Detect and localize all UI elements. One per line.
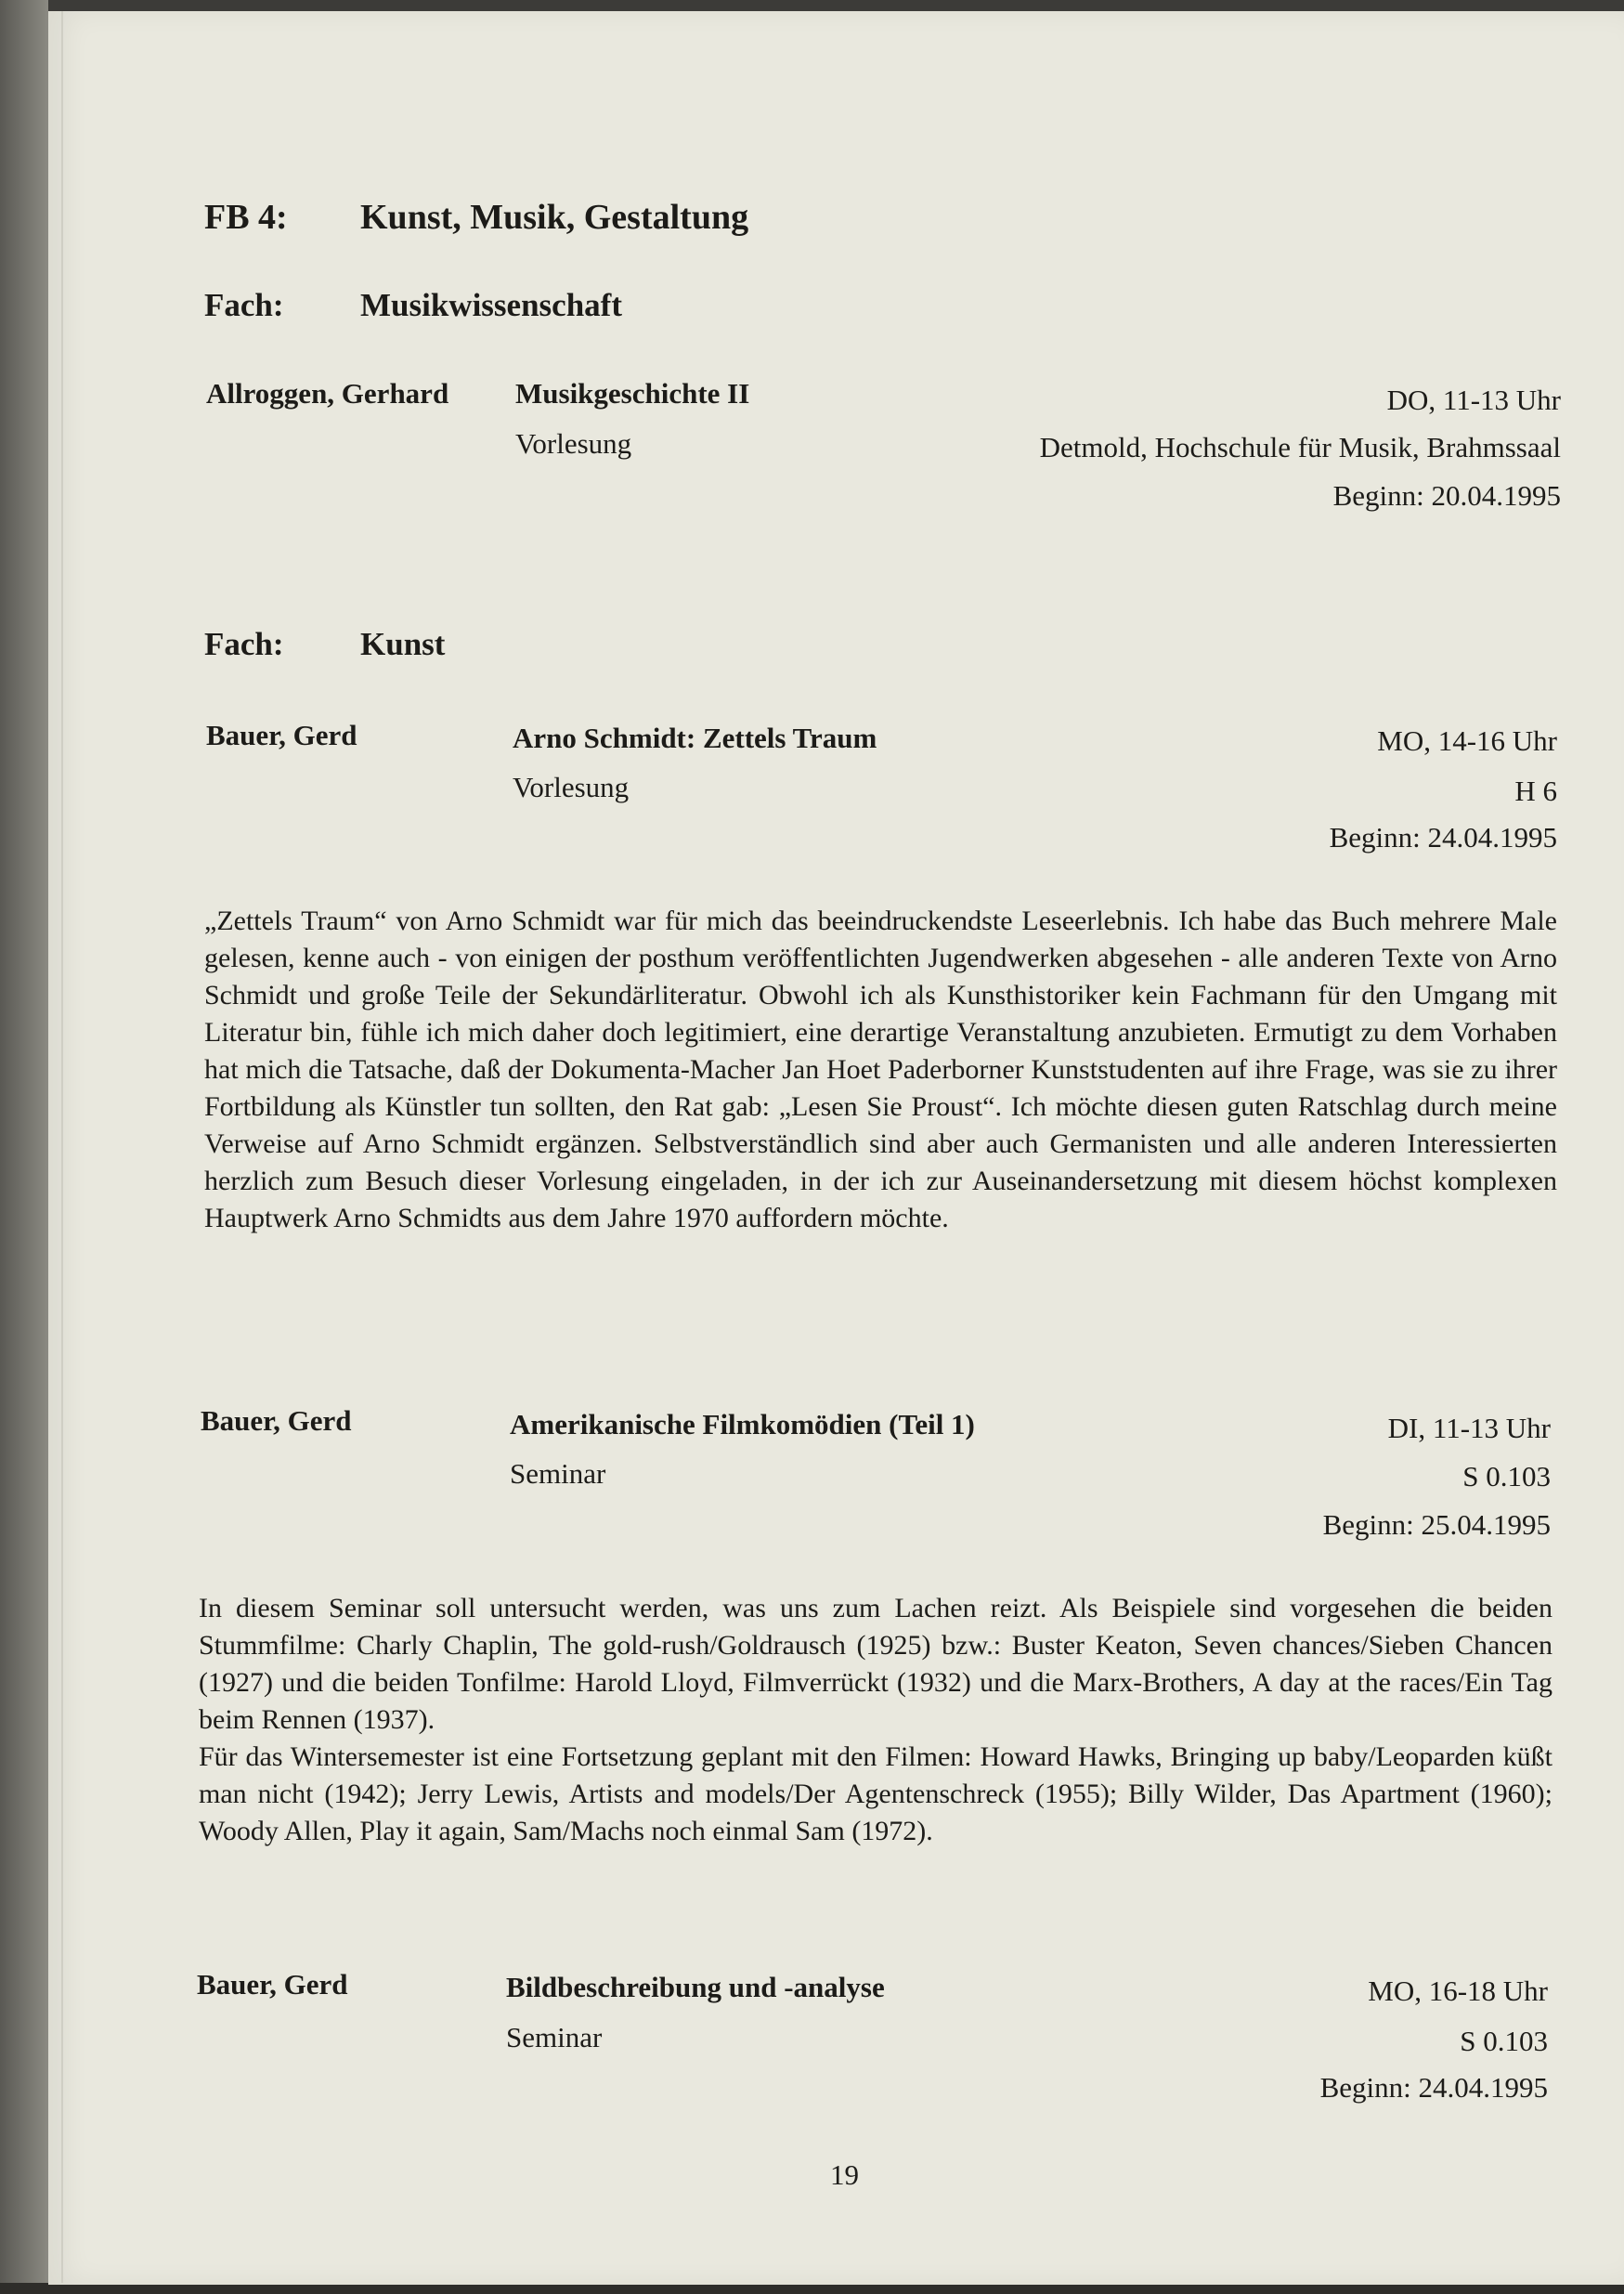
course-title: Bildbeschreibung und -analyse: [506, 1971, 885, 2003]
course-type: Seminar: [510, 1457, 606, 1490]
course-start: Beginn: 20.04.1995: [1332, 479, 1561, 512]
course-lecturer: Bauer, Gerd: [206, 719, 357, 751]
course-start: Beginn: 25.04.1995: [1322, 1508, 1551, 1541]
subject-label: Fach:: [204, 626, 284, 662]
course-time: DO, 11-13 Uhr: [1386, 384, 1561, 416]
scan-top-edge: [0, 0, 1624, 11]
page-number: 19: [830, 2158, 859, 2191]
course-lecturer: Bauer, Gerd: [201, 1404, 352, 1437]
binding-line: [61, 11, 63, 2283]
course-title: Arno Schmidt: Zettels Traum: [513, 722, 877, 754]
course-type: Vorlesung: [515, 427, 632, 460]
course-description: [204, 903, 1557, 1237]
description-paragraph: Für das Wintersemester ist eine Fortsetzung geplant mit den Filmen: Howard Hawks, Bringing up baby/Leoparden küßt man nicht (1942); Jerry Lewis, Artists and models/Der Agentenschreck (1955); Billy Wilder, Das Apartment (1960); Woody Allen, Play it again, Sam/Machs noch einmal Sam (1972).: [199, 1741, 1553, 1846]
course-type: Seminar: [506, 2021, 603, 2053]
description-paragraph: In diesem Seminar soll untersucht werden, was uns zum Lachen reizt. Als Beispiele sind vorgesehen die beiden Stummfilme: Charly Chaplin, The gold-rush/Goldrausch (1925) bzw.: Buster Keaton, Seven chances/Sieben Chancen (1927) und die beiden Tonfilme: Harold Lloyd, Filmverrückt (1932) und die Marx-Brothers, A day at the races/Ein Tag beim Rennen (1937).: [199, 1593, 1553, 1735]
course-start: Beginn: 24.04.1995: [1329, 821, 1557, 854]
course-lecturer: Allroggen, Gerhard: [206, 377, 449, 410]
course-description: [199, 1590, 1553, 1850]
course-lecturer: Bauer, Gerd: [197, 1968, 348, 2001]
description-paragraph: „Zettels Traum“ von Arno Schmidt war für mich das beeindruckendste Leseerlebnis. Ich habe das Buch mehrere Male gelesen, kenne auch - von einigen der posthum veröffentlichten Jugendwerken abgesehen - alle anderen Texte von Arno Schmidt und große Teile der Sekundärliteratur. Obwohl ich als Kunsthistoriker kein Fachmann für den Umgang mit Literatur bin, fühle ich mich daher doch legitimiert, eine derartige Veranstaltung anzubieten. Ermutigt zu dem Vorhaben hat mich die Tatsache, daß der Dokumenta-Macher Jan Hoet Paderborner Kunststudenten auf ihre Frage, was sie zu ihrer Fortbildung als Künstler tun sollten, den Rat gab: „Lesen Sie Proust“. Ich möchte diesen guten Ratschlag durch meine Verweise auf Arno Schmidt ergänzen. Selbstverständlich sind aber auch Germanisten und alle anderen Interessierten herzlich zum Besuch dieser Vorlesung eingeladen, in der ich zur Auseinandersetzung mit diesem höchst komplexen Hauptwerk Arno Schmidts aus dem Jahre 1970 auffordern möchte.: [204, 906, 1557, 1233]
course-room: S 0.103: [1462, 1460, 1551, 1492]
course-room: S 0.103: [1460, 2025, 1548, 2057]
department-title: Kunst, Musik, Gestaltung: [360, 198, 749, 237]
department-label: FB 4:: [204, 198, 288, 237]
course-start: Beginn: 24.04.1995: [1319, 2071, 1548, 2104]
scan-left-edge: [0, 0, 48, 2294]
subject-title: Kunst: [360, 626, 446, 662]
course-room: H 6: [1514, 775, 1557, 807]
course-time: MO, 16-18 Uhr: [1368, 1975, 1548, 2007]
course-title: Musikgeschichte II: [515, 377, 750, 410]
subject-label: Fach:: [204, 287, 284, 323]
subject-title: Musikwissenschaft: [360, 287, 622, 323]
course-title: Amerikanische Filmkomödien (Teil 1): [510, 1408, 975, 1440]
course-time: DI, 11-13 Uhr: [1387, 1412, 1551, 1444]
course-time: MO, 14-16 Uhr: [1377, 724, 1557, 757]
course-room: Detmold, Hochschule für Musik, Brahmssaal: [1039, 431, 1561, 463]
course-type: Vorlesung: [513, 771, 630, 803]
document-page: [48, 11, 1624, 2285]
